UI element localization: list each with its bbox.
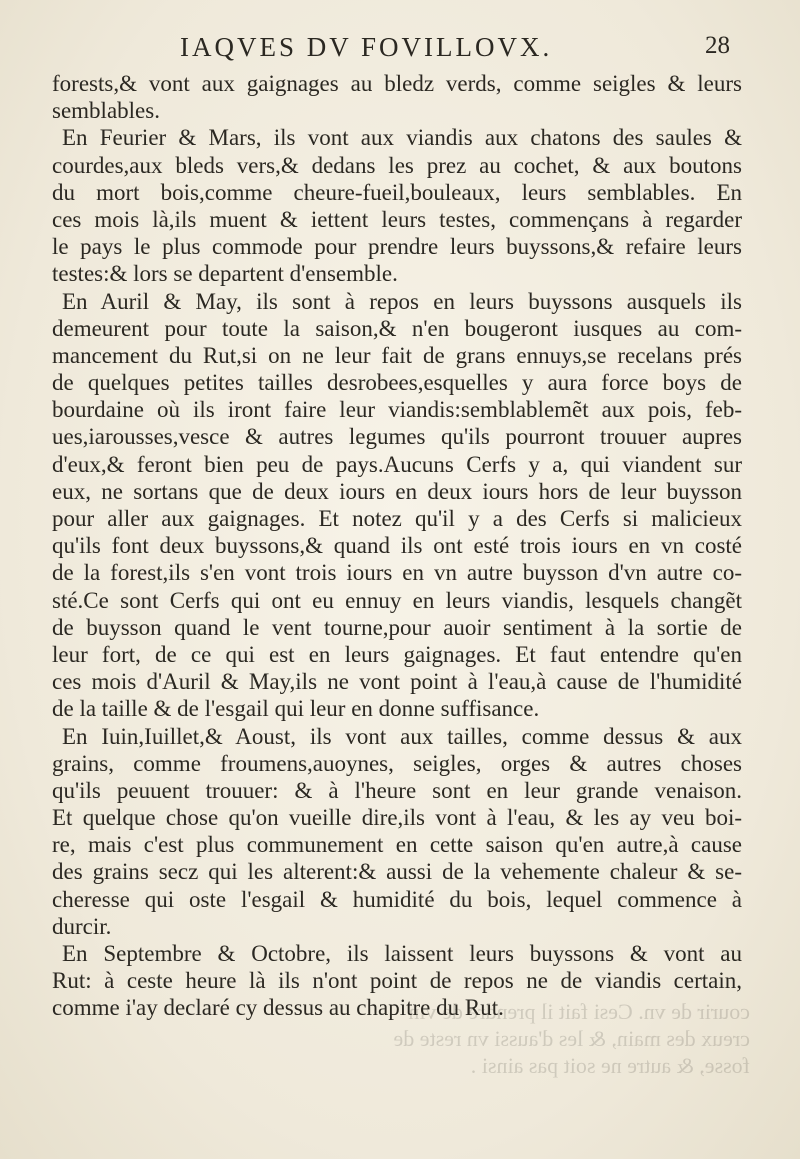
text-line: de buysson quand le vent tourne,pour auoir sentiment à la sortie de — [52, 614, 742, 640]
text-line: du mort bois,comme cheure-fueil,bouleaux, leurs semblables. En — [52, 179, 742, 205]
text-line: re, mais c'est plus communement en cette saison qu'en autre,à cause — [52, 832, 742, 858]
page-number: 28 — [705, 32, 730, 59]
text-line: de quelques petites tailles desrobees,esquelles y aura force boys de — [52, 370, 742, 396]
text-line: sté.Ce sont Cerfs qui ont eu ennuy en leurs viandis, lesquels changẽt — [52, 587, 742, 613]
text-line: Et quelque chose qu'on vueille dire,ils vont à l'eau, & les ay veu boi- — [52, 805, 742, 831]
text-line: bourdaine où ils iront faire leur viandis:semblablemẽt aux pois, feb- — [52, 397, 742, 423]
running-title: IAQVES DV FOVILLOVX. — [180, 32, 553, 62]
text-line: En Iuin,Iuillet,& Aoust, ils vont aux tailles, comme dessus & aux — [62, 723, 742, 749]
text-line: pour aller aux gaignages. Et notez qu'il y a des Cerfs si malicieux — [52, 506, 742, 531]
text-line: comme i'ay declaré cy dessus au chapitre du Rut. — [52, 995, 504, 1021]
text-line: ces mois d'Auril & May,ils ne vont point à l'eau,à cause de l'humidité — [52, 669, 742, 695]
bleed-line: creux des main, & les d'aussi vn reste de — [393, 1026, 750, 1051]
text-line: Rut: à ceste heure là ils n'ont point de repos ne de viandis certain, — [52, 968, 742, 994]
text-line: semblables. — [52, 98, 160, 124]
text-line: le pays le plus commode pour prendre leurs buyssons,& refaire leurs — [52, 234, 742, 260]
text-line: mancement du Rut,si on ne leur fait de grans ennuys,se recelans prés — [52, 342, 742, 368]
text-line: de la taille & de l'esgail qui leur en donne suffisance. — [52, 696, 540, 722]
text-line: qu'ils font deux buyssons,& quand ils ont esté trois iours en vn costé — [52, 533, 742, 559]
bleed-line: fosse, & autre ne soit pas ainsi . — [470, 1053, 750, 1078]
text-line: grains, comme froumens,auoynes, seigles, orges & autres choses — [52, 750, 742, 776]
text-line: durcir. — [52, 913, 112, 939]
text-line: cheresse qui oste l'esgail & humidité du bois, lequel commence à — [52, 886, 742, 912]
text-line: leur fort, de ce qui est en leurs gaignages. Et faut entendre qu'en — [52, 641, 742, 667]
text-line: ues,iarousses,vesce & autres legumes qu'ils pourront trouuer aupres — [52, 424, 742, 450]
body-text — [52, 70, 742, 1022]
text-line: courdes,aux bleds vers,& dedans les prez au cochet, & aux boutons — [52, 152, 742, 178]
text-line: demeurent pour toute la saison,& n'en bougeront iusques au com- — [52, 315, 742, 341]
text-line: ces mois là,ils muent & iettent leurs testes, commençans à regarder — [52, 206, 742, 232]
text-line: de la forest,ils s'en vont trois iours en vn autre buysson d'vn autre co- — [52, 560, 742, 586]
text-line: testes:& lors se departent d'ensemble. — [52, 261, 398, 287]
text-line: des grains secz qui les alterent:& aussi de la vehemente chaleur & se- — [52, 859, 742, 885]
text-line: eux, ne sortans que de deux iours en deux iours hors de leur buysson — [52, 478, 742, 504]
text-line: d'eux,& feront bien peu de pays.Aucuns Cerfs y a, qui viandent sur — [52, 451, 742, 477]
text-line: En Auril & May, ils sont à repos en leurs buyssons ausquels ils — [62, 288, 742, 314]
page-header — [0, 28, 800, 68]
text-line: forests,& vont aux gaignages au bledz verds, comme seigles & leurs — [52, 71, 742, 96]
bleed-line: courir de vn. Cesi fait il prendre de vin — [408, 999, 750, 1024]
text-line: En Septembre & Octobre, ils laissent leurs buyssons & vont au — [62, 941, 742, 966]
text-line: En Feurier & Mars, ils vont aux viandis aux chatons des saules & — [62, 125, 742, 151]
text-line: qu'ils peuuent trouuer: & à l'heure sont en leur grande venaison. — [52, 777, 742, 803]
